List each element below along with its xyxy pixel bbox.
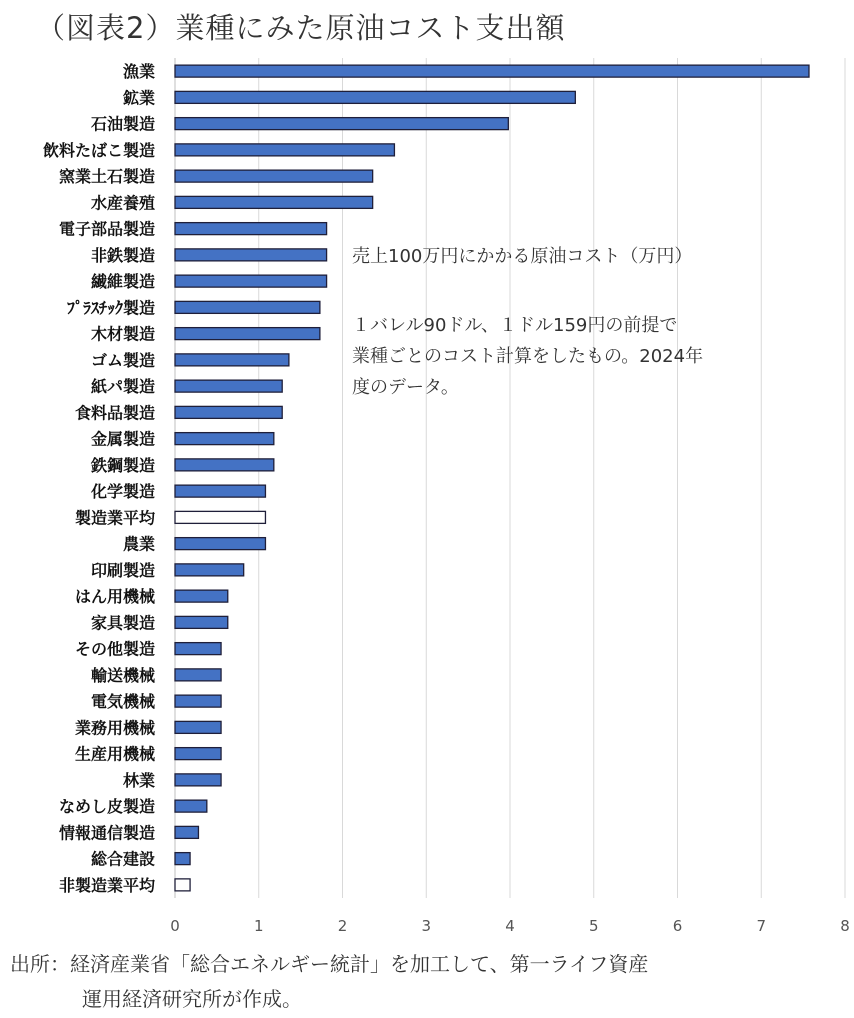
x-tick-label: 8: [840, 917, 850, 935]
bar: [175, 643, 221, 655]
grid-lines: [175, 58, 845, 898]
category-label: 総合建設: [90, 849, 155, 869]
category-label: はん用機械: [74, 587, 155, 607]
category-label: 繊維製造: [90, 272, 155, 292]
category-label: ゴム製造: [90, 350, 155, 370]
bar: [175, 538, 265, 550]
bar: [175, 275, 327, 287]
source-line-1: 出所：経済産業省「総合エネルギー統計」を加工して、第一ライフ資産: [10, 952, 649, 976]
bar: [175, 249, 327, 261]
category-labels: [43, 62, 156, 895]
category-label: その他製造: [74, 639, 155, 659]
category-label: 石油製造: [90, 114, 155, 134]
bar: [175, 170, 373, 182]
bar: [175, 144, 394, 156]
assumption-note-line: 度のデータ。: [352, 377, 459, 398]
category-label: 林業: [122, 770, 155, 790]
x-tick-label: 0: [170, 917, 180, 935]
x-axis-ticks: [170, 917, 850, 935]
assumption-note: [352, 310, 703, 403]
bar: [175, 616, 228, 628]
bar: [175, 826, 198, 838]
category-label: 化学製造: [90, 482, 155, 502]
category-label: 飲料たばこ製造: [42, 140, 155, 160]
bar: [175, 564, 244, 576]
bar: [175, 301, 320, 313]
category-label: 金属製造: [90, 429, 155, 449]
bar: [175, 695, 221, 707]
bar: [175, 196, 373, 208]
category-label: 業務用機械: [74, 718, 155, 738]
category-label: 木材製造: [90, 324, 155, 344]
x-tick-label: 3: [421, 917, 432, 935]
bar: [175, 433, 274, 445]
bar: [175, 459, 274, 471]
bar: [175, 328, 320, 340]
unit-note: 売上100万円にかかる原油コスト（万円）: [352, 246, 693, 267]
category-label: 電子部品製造: [58, 219, 155, 239]
bar: [175, 380, 282, 392]
x-tick-label: 7: [756, 917, 767, 935]
bars: [175, 65, 809, 891]
category-label: 製造業平均: [74, 508, 155, 528]
category-label: 鉄鋼製造: [90, 455, 155, 475]
bar: [175, 669, 221, 681]
category-label: 電気機械: [90, 692, 155, 712]
assumption-note-line: １バレル90ドル、１ドル159円の前提で: [352, 315, 678, 336]
bar-average: [175, 511, 265, 523]
bar: [175, 721, 221, 733]
bar: [175, 853, 190, 865]
category-label: 漁業: [122, 62, 155, 82]
category-label: 生産用機械: [74, 744, 155, 764]
bar: [175, 91, 575, 103]
bar: [175, 65, 809, 77]
category-label: 印刷製造: [90, 560, 155, 580]
source-note: [10, 947, 648, 1017]
category-label: 農業: [122, 534, 155, 554]
category-label: なめし皮製造: [58, 797, 155, 817]
chart-title: （図表2）業種にみた原油コスト支出額: [36, 11, 566, 45]
bar: [175, 118, 508, 130]
bar-average: [175, 879, 190, 891]
category-label: 非製造業平均: [58, 875, 155, 895]
category-label: 情報通信製造: [58, 823, 155, 843]
category-label: 水産養殖: [90, 193, 155, 213]
category-label: 食料品製造: [74, 403, 155, 423]
source-line-2: 運用経済研究所が作成。: [82, 987, 302, 1011]
bar: [175, 590, 228, 602]
category-label: 窯業土石製造: [58, 167, 155, 187]
x-tick-label: 4: [505, 917, 515, 935]
category-label: 紙パ製造: [90, 377, 155, 397]
bar: [175, 748, 221, 760]
x-tick-label: 5: [588, 917, 599, 935]
category-label: ﾌﾟﾗｽﾁｯｸ製造: [66, 298, 155, 318]
category-label: 輸送機械: [90, 665, 155, 685]
bar: [175, 800, 207, 812]
bar: [175, 485, 265, 497]
x-tick-label: 1: [253, 917, 264, 935]
assumption-note-line: 業種ごとのコスト計算をしたもの。2024年: [352, 346, 704, 367]
category-label: 鉱業: [122, 88, 155, 108]
category-label: 非鉄製造: [90, 245, 155, 265]
x-tick-label: 2: [337, 917, 348, 935]
category-label: 家具製造: [90, 613, 155, 633]
bar: [175, 406, 282, 418]
x-tick-label: 6: [672, 917, 683, 935]
bar: [175, 223, 327, 235]
bar: [175, 354, 289, 366]
bar: [175, 774, 221, 786]
